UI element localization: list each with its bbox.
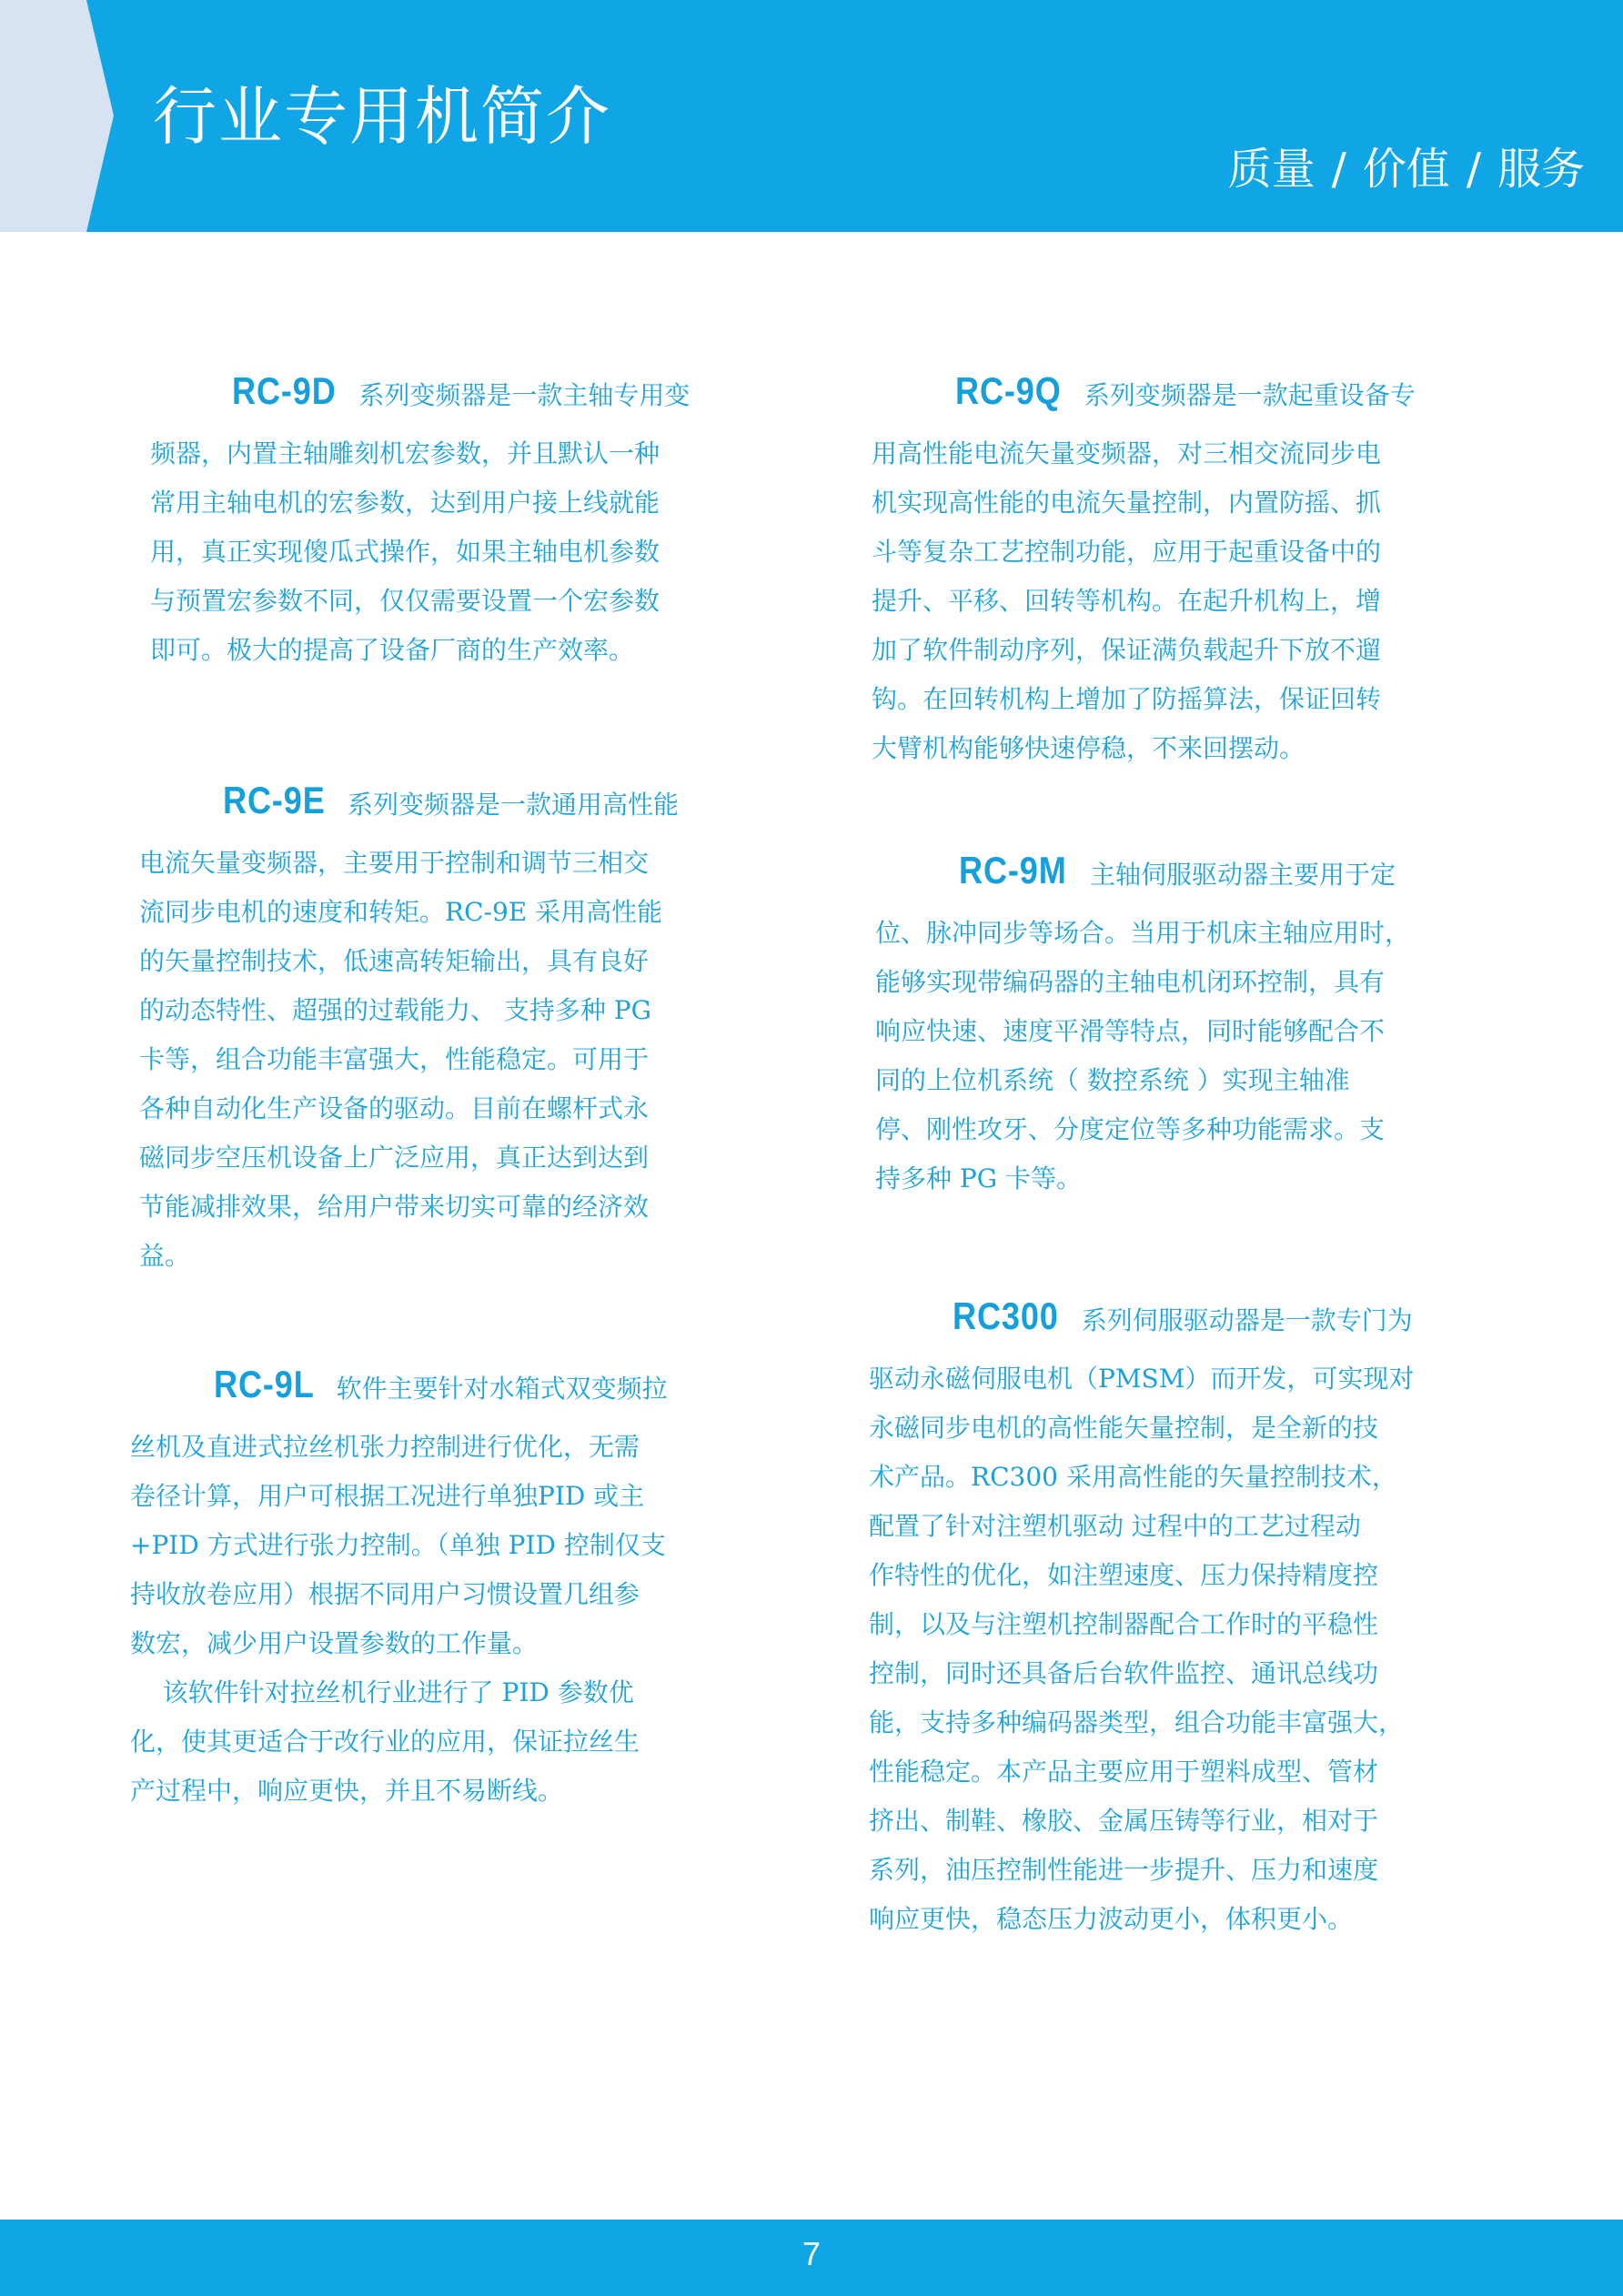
paragraph-line: 斗等复杂工艺控制功能，应用于起重设备中的 xyxy=(872,537,1382,567)
paragraph-line: 制，以及与注塑机控制器配合工作时的平稳性 xyxy=(869,1609,1379,1639)
lead-text: 系列伺服驱动器是一款专门为 xyxy=(1081,1305,1413,1335)
page-number: 7 xyxy=(801,2235,822,2272)
paragraph-line: 系列，油压控制性能进一步提升、压力和速度 xyxy=(869,1855,1379,1885)
paragraph-line: 永磁同步电机的高性能矢量控制，是全新的技 xyxy=(869,1413,1379,1443)
lead-text: 主轴伺服驱动器主要用于定 xyxy=(1090,860,1396,890)
paragraph-line: 配置了针对注塑机驱动 过程中的工艺过程动 xyxy=(869,1511,1361,1541)
paragraph-line: 用，真正实现傻瓜式操作，如果主轴电机参数 xyxy=(150,537,660,567)
paragraph-line: 卷径计算，用户可根据工况进行单独PID 或主 xyxy=(130,1481,645,1511)
tagline-value: 价值 xyxy=(1362,144,1450,195)
paragraph-line: 化，使其更适合于改行业的应用，保证拉丝生 xyxy=(130,1727,640,1757)
paragraph-line: 用高性能电流矢量变频器，对三相交流同步电 xyxy=(872,438,1382,468)
lead-text: 系列变频器是一款通用高性能 xyxy=(348,790,680,820)
section-lead xyxy=(872,353,1416,429)
model-name: RC300 xyxy=(953,1294,1059,1337)
tagline-quality: 质量 xyxy=(1227,144,1316,195)
paragraph-line: 卡等，组合功能丰富强大，性能稳定。可用于 xyxy=(139,1044,650,1074)
paragraph-line: 益。 xyxy=(139,1241,191,1271)
paragraph-line: 作特性的优化，如注塑速度、压力保持精度控 xyxy=(869,1560,1379,1590)
paragraph-line: 流同步电机的速度和转矩。RC-9E 采用高性能 xyxy=(139,897,663,927)
model-name: RC-9E xyxy=(223,779,326,821)
section-lead xyxy=(139,762,679,839)
model-name: RC-9L xyxy=(214,1363,315,1405)
paragraph-line: 电流矢量变频器，主要用于控制和调节三相交 xyxy=(139,848,650,878)
tagline-service: 服务 xyxy=(1497,144,1585,195)
paragraph-line: 机实现高性能的电流矢量控制，内置防摇、抓 xyxy=(872,488,1382,518)
paragraph-line: 钩。在回转机构上增加了防摇算法，保证回转 xyxy=(872,684,1382,714)
paragraph-line: 即可。极大的提高了设备厂商的生产效率。 xyxy=(150,635,635,665)
section-rc9e xyxy=(139,762,679,1281)
paragraph-line: 节能减排效果，给用户带来切实可靠的经济效 xyxy=(139,1192,650,1222)
paragraph-line: 与预置宏参数不同，仅仅需要设置一个宏参数 xyxy=(150,586,660,616)
lead-text: 系列变频器是一款主轴专用变 xyxy=(358,380,691,410)
paragraph-line: 持多种 PG 卡等。 xyxy=(875,1163,1083,1193)
paragraph-line: 加了软件制动序列，保证满负载起升下放不遛 xyxy=(872,635,1382,665)
paragraph-line: 丝机及直进式拉丝机张力控制进行优化，无需 xyxy=(130,1432,640,1462)
paragraph-line: 的动态特性、超强的过载能力、 支持多种 PG xyxy=(139,995,652,1025)
paragraph-line: 该软件针对拉丝机行业进行了 PID 参数优 xyxy=(130,1677,634,1707)
paragraph-line: 磁同步空压机设备上广泛应用，真正达到达到 xyxy=(139,1143,650,1173)
paragraph-line: 产过程中，响应更快，并且不易断线。 xyxy=(130,1776,564,1806)
model-name: RC-9M xyxy=(959,849,1067,891)
model-name: RC-9D xyxy=(232,369,337,412)
section-rc300 xyxy=(869,1278,1414,1944)
section-lead xyxy=(869,1278,1414,1354)
paragraph-line: 性能稳定。本产品主要应用于塑料成型、管材 xyxy=(869,1757,1379,1787)
section-rc9l xyxy=(130,1346,668,1816)
paragraph-line: 响应更快，稳态压力波动更小，体积更小。 xyxy=(869,1904,1354,1934)
section-lead xyxy=(130,1346,668,1423)
page-header xyxy=(0,0,1623,232)
paragraph-line: 提升、平移、回转等机构。在起升机构上，增 xyxy=(872,586,1382,616)
paragraph-line: 的矢量控制技术，低速高转矩输出，具有良好 xyxy=(139,946,650,976)
page-footer xyxy=(0,2220,1623,2296)
lead-text: 系列变频器是一款起重设备专 xyxy=(1084,380,1416,410)
tagline-separator: / xyxy=(1331,144,1346,195)
lead-text: 软件主要针对水箱式双变频拉 xyxy=(336,1374,668,1404)
section-rc9m xyxy=(875,832,1410,1203)
paragraph-line: 同的上位机系统（ 数控系统 ）实现主轴准 xyxy=(875,1065,1350,1095)
paragraph-line: 驱动永磁伺服电机（PMSM）而开发，可实现对 xyxy=(869,1364,1415,1394)
paragraph-line: 控制，同时还具备后台软件监控、通讯总线功 xyxy=(869,1658,1379,1688)
paragraph-line: 各种自动化生产设备的驱动。目前在螺杆式永 xyxy=(139,1093,650,1123)
section-rc9d xyxy=(150,353,690,675)
page-title: 行业专用机简介 xyxy=(153,79,611,154)
paragraph-line: 能，支持多种编码器类型，组合功能丰富强大， xyxy=(869,1707,1405,1737)
paragraph-line: 响应快速、速度平滑等特点，同时能够配合不 xyxy=(875,1016,1386,1046)
section-rc9q xyxy=(872,353,1416,773)
paragraph-line: 持收放卷应用）根据不同用户习惯设置几组参 xyxy=(130,1579,640,1609)
paragraph-line: 挤出、制鞋、橡胶、金属压铸等行业，相对于 xyxy=(869,1806,1379,1836)
tagline-separator: / xyxy=(1466,144,1481,195)
paragraph-line: 能够实现带编码器的主轴电机闭环控制，具有 xyxy=(875,967,1386,997)
paragraph-line: 常用主轴电机的宏参数，达到用户接上线就能 xyxy=(150,488,660,518)
header-tagline xyxy=(1228,136,1585,202)
paragraph-line: 频器，内置主轴雕刻机宏参数，并且默认一种 xyxy=(150,438,660,468)
model-name: RC-9Q xyxy=(955,369,1062,412)
paragraph-line: 数宏，减少用户设置参数的工作量。 xyxy=(130,1628,539,1658)
section-lead xyxy=(150,353,690,429)
paragraph-line: 术产品。RC300 采用高性能的矢量控制技术， xyxy=(869,1462,1397,1492)
section-lead xyxy=(875,832,1410,909)
paragraph-line: +PID 方式进行张力控制。（单独 PID 控制仅支 xyxy=(130,1530,666,1560)
header-tab-decoration xyxy=(0,0,114,232)
paragraph-line: 停、刚性攻牙、分度定位等多种功能需求。支 xyxy=(875,1114,1386,1144)
paragraph-line: 大臂机构能够快速停稳，不来回摆动。 xyxy=(872,733,1305,763)
paragraph-line: 位、脉冲同步等场合。当用于机床主轴应用时， xyxy=(875,918,1411,948)
